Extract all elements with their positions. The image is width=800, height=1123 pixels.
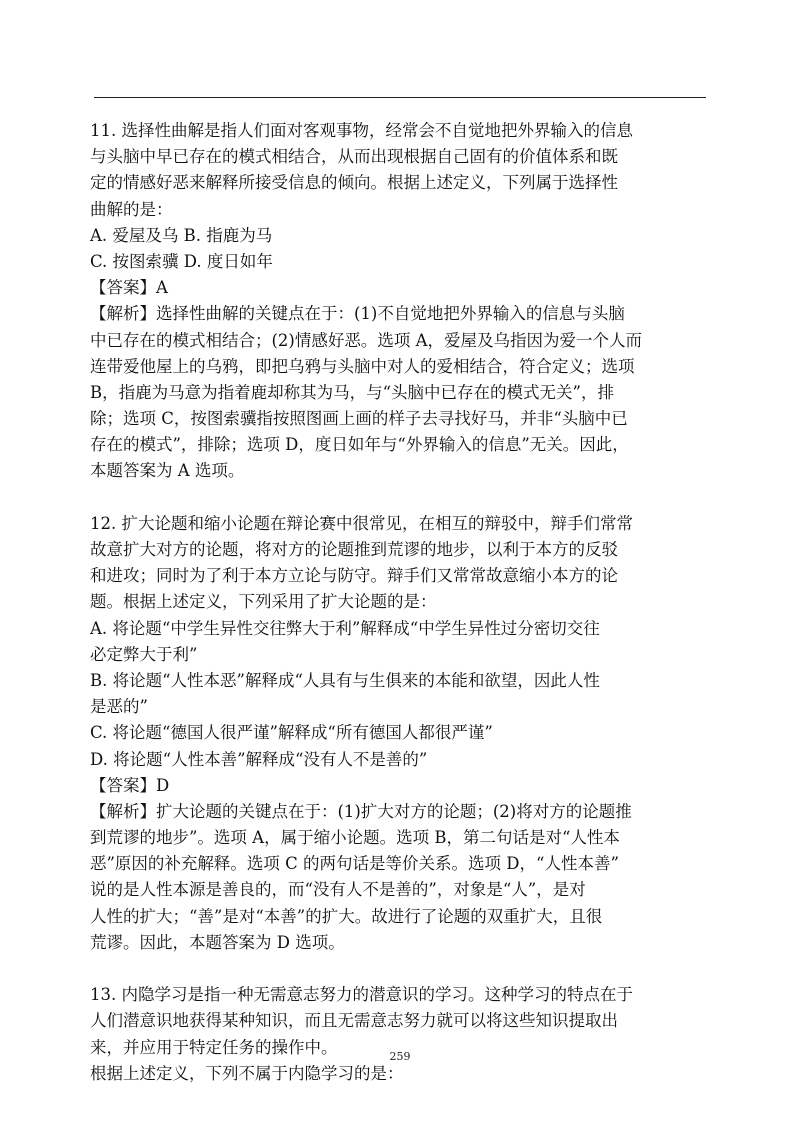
question-12-stem-line-1: 12. 扩大论题和缩小论题在辩论赛中很常见，在相互的辩驳中，辩手们常常 xyxy=(90,513,633,533)
question-11-stem-line-2: 与头脑中早已存在的模式相结合，从而出现根据自己固有的价值体系和既 xyxy=(90,147,618,167)
document-body xyxy=(90,118,708,1087)
question-13-stem-line-1: 13. 内隐学习是指一种无需意志努力的潜意识的学习。这种学习的特点在于 xyxy=(90,985,633,1005)
question-11-analysis-line-2: 中已存在的模式相结合；(2)情感好恶。选项 A，爱屋及乌指因为爱一个人而 xyxy=(90,330,643,350)
question-12-option-a-line-2: 必定弊大于利” xyxy=(90,644,198,664)
question-12-analysis-line-2: 到荒谬的地步”。选项 A，属于缩小论题。选项 B，第二句话是对“人性本 xyxy=(90,828,620,848)
question-11-stem-line-1: 11. 选择性曲解是指人们面对客观事物，经常会不自觉地把外界输入的信息 xyxy=(90,121,633,140)
page-number: 259 xyxy=(389,1050,411,1063)
question-13 xyxy=(90,982,708,1087)
question-11-analysis-line-7: 本题答案为 A 选项。 xyxy=(90,461,245,481)
question-12-answer: 【答案】D xyxy=(90,775,170,795)
question-11-stem-line-4: 曲解的是： xyxy=(90,199,173,219)
question-12-option-b-line-1: B. 将论题“人性本恶”解释成“人具有与生俱来的本能和欲望，因此人性 xyxy=(90,670,600,690)
question-13-stem-line-2: 人们潜意识地获得某种知识，而且无需意志努力就可以将这些知识提取出 xyxy=(90,1011,618,1031)
question-11-analysis-line-4: B，指鹿为马意为指着鹿却称其为马，与“头脑中已存在的模式无关”，排 xyxy=(90,382,614,402)
question-11-analysis-line-1: 【解析】选择性曲解的关键点在于：(1)不自觉地把外界输入的信息与头脑 xyxy=(90,304,625,324)
question-12-analysis-line-6: 荒谬。因此，本题答案为 D 选项。 xyxy=(90,932,345,952)
question-12-option-b-line-2: 是恶的” xyxy=(90,697,148,717)
question-12-option-a-line-1: A. 将论题“中学生异性交往弊大于利”解释成“中学生异性过分密切交往 xyxy=(90,618,600,638)
header-rule xyxy=(94,97,706,98)
question-11-analysis-line-6: 存在的模式”，排除；选项 D，度日如年与“外界输入的信息”无关。因此， xyxy=(90,435,629,455)
paragraph-gap xyxy=(90,485,708,511)
question-12-option-c: C. 将论题“德国人很严谨”解释成“所有德国人都很严谨” xyxy=(90,723,493,743)
question-12-analysis-line-4: 说的是人性本源是善良的，而“没有人不是善的”，对象是“人”，是对 xyxy=(90,880,586,900)
question-12-analysis-line-1: 【解析】扩大论题的关键点在于：(1)扩大对方的论题；(2)将对方的论题推 xyxy=(90,801,632,821)
question-11-stem-line-3: 定的情感好恶来解释所接受信息的倾向。根据上述定义，下列属于选择性 xyxy=(90,173,618,193)
question-11-answer: 【答案】A xyxy=(90,278,168,298)
question-11 xyxy=(90,118,708,485)
paragraph-gap xyxy=(90,956,708,982)
question-11-analysis-line-5: 除；选项 C，按图索骥指按照图画上画的样子去寻找好马，并非“头脑中已 xyxy=(90,409,628,429)
question-12-analysis-line-5: 人性的扩大；“善”是对“本善”的扩大。故进行了论题的双重扩大，且很 xyxy=(90,906,603,926)
question-13-stem-line-3: 来，并应用于特定任务的操作中。 xyxy=(90,1037,338,1057)
question-12-stem-line-4: 题。根据上述定义，下列采用了扩大论题的是： xyxy=(90,592,437,612)
question-11-analysis-line-3: 连带爱他屋上的乌鸦，即把乌鸦与头脑中对人的爱相结合，符合定义；选项 xyxy=(90,356,635,376)
question-12-option-d: D. 将论题“人性本善”解释成“没有人不是善的” xyxy=(90,749,428,769)
question-13-stem-line-4: 根据上述定义，下列不属于内隐学习的是： xyxy=(90,1063,404,1083)
question-12-analysis-line-3: 恶”原因的补充解释。选项 C 的两句话是等价关系。选项 D，“人性本善” xyxy=(90,854,619,874)
question-12-stem-line-3: 和进攻；同时为了利于本方立论与防守。辩手们又常常故意缩小本方的论 xyxy=(90,566,618,586)
question-11-options-cd: C. 按图索骥 D. 度日如年 xyxy=(90,251,273,271)
question-12-stem-line-2: 故意扩大对方的论题，将对方的论题推到荒谬的地步，以利于本方的反驳 xyxy=(90,540,618,559)
question-11-options-ab: A. 爱屋及乌 B. 指鹿为马 xyxy=(90,225,273,245)
question-12 xyxy=(90,511,708,956)
